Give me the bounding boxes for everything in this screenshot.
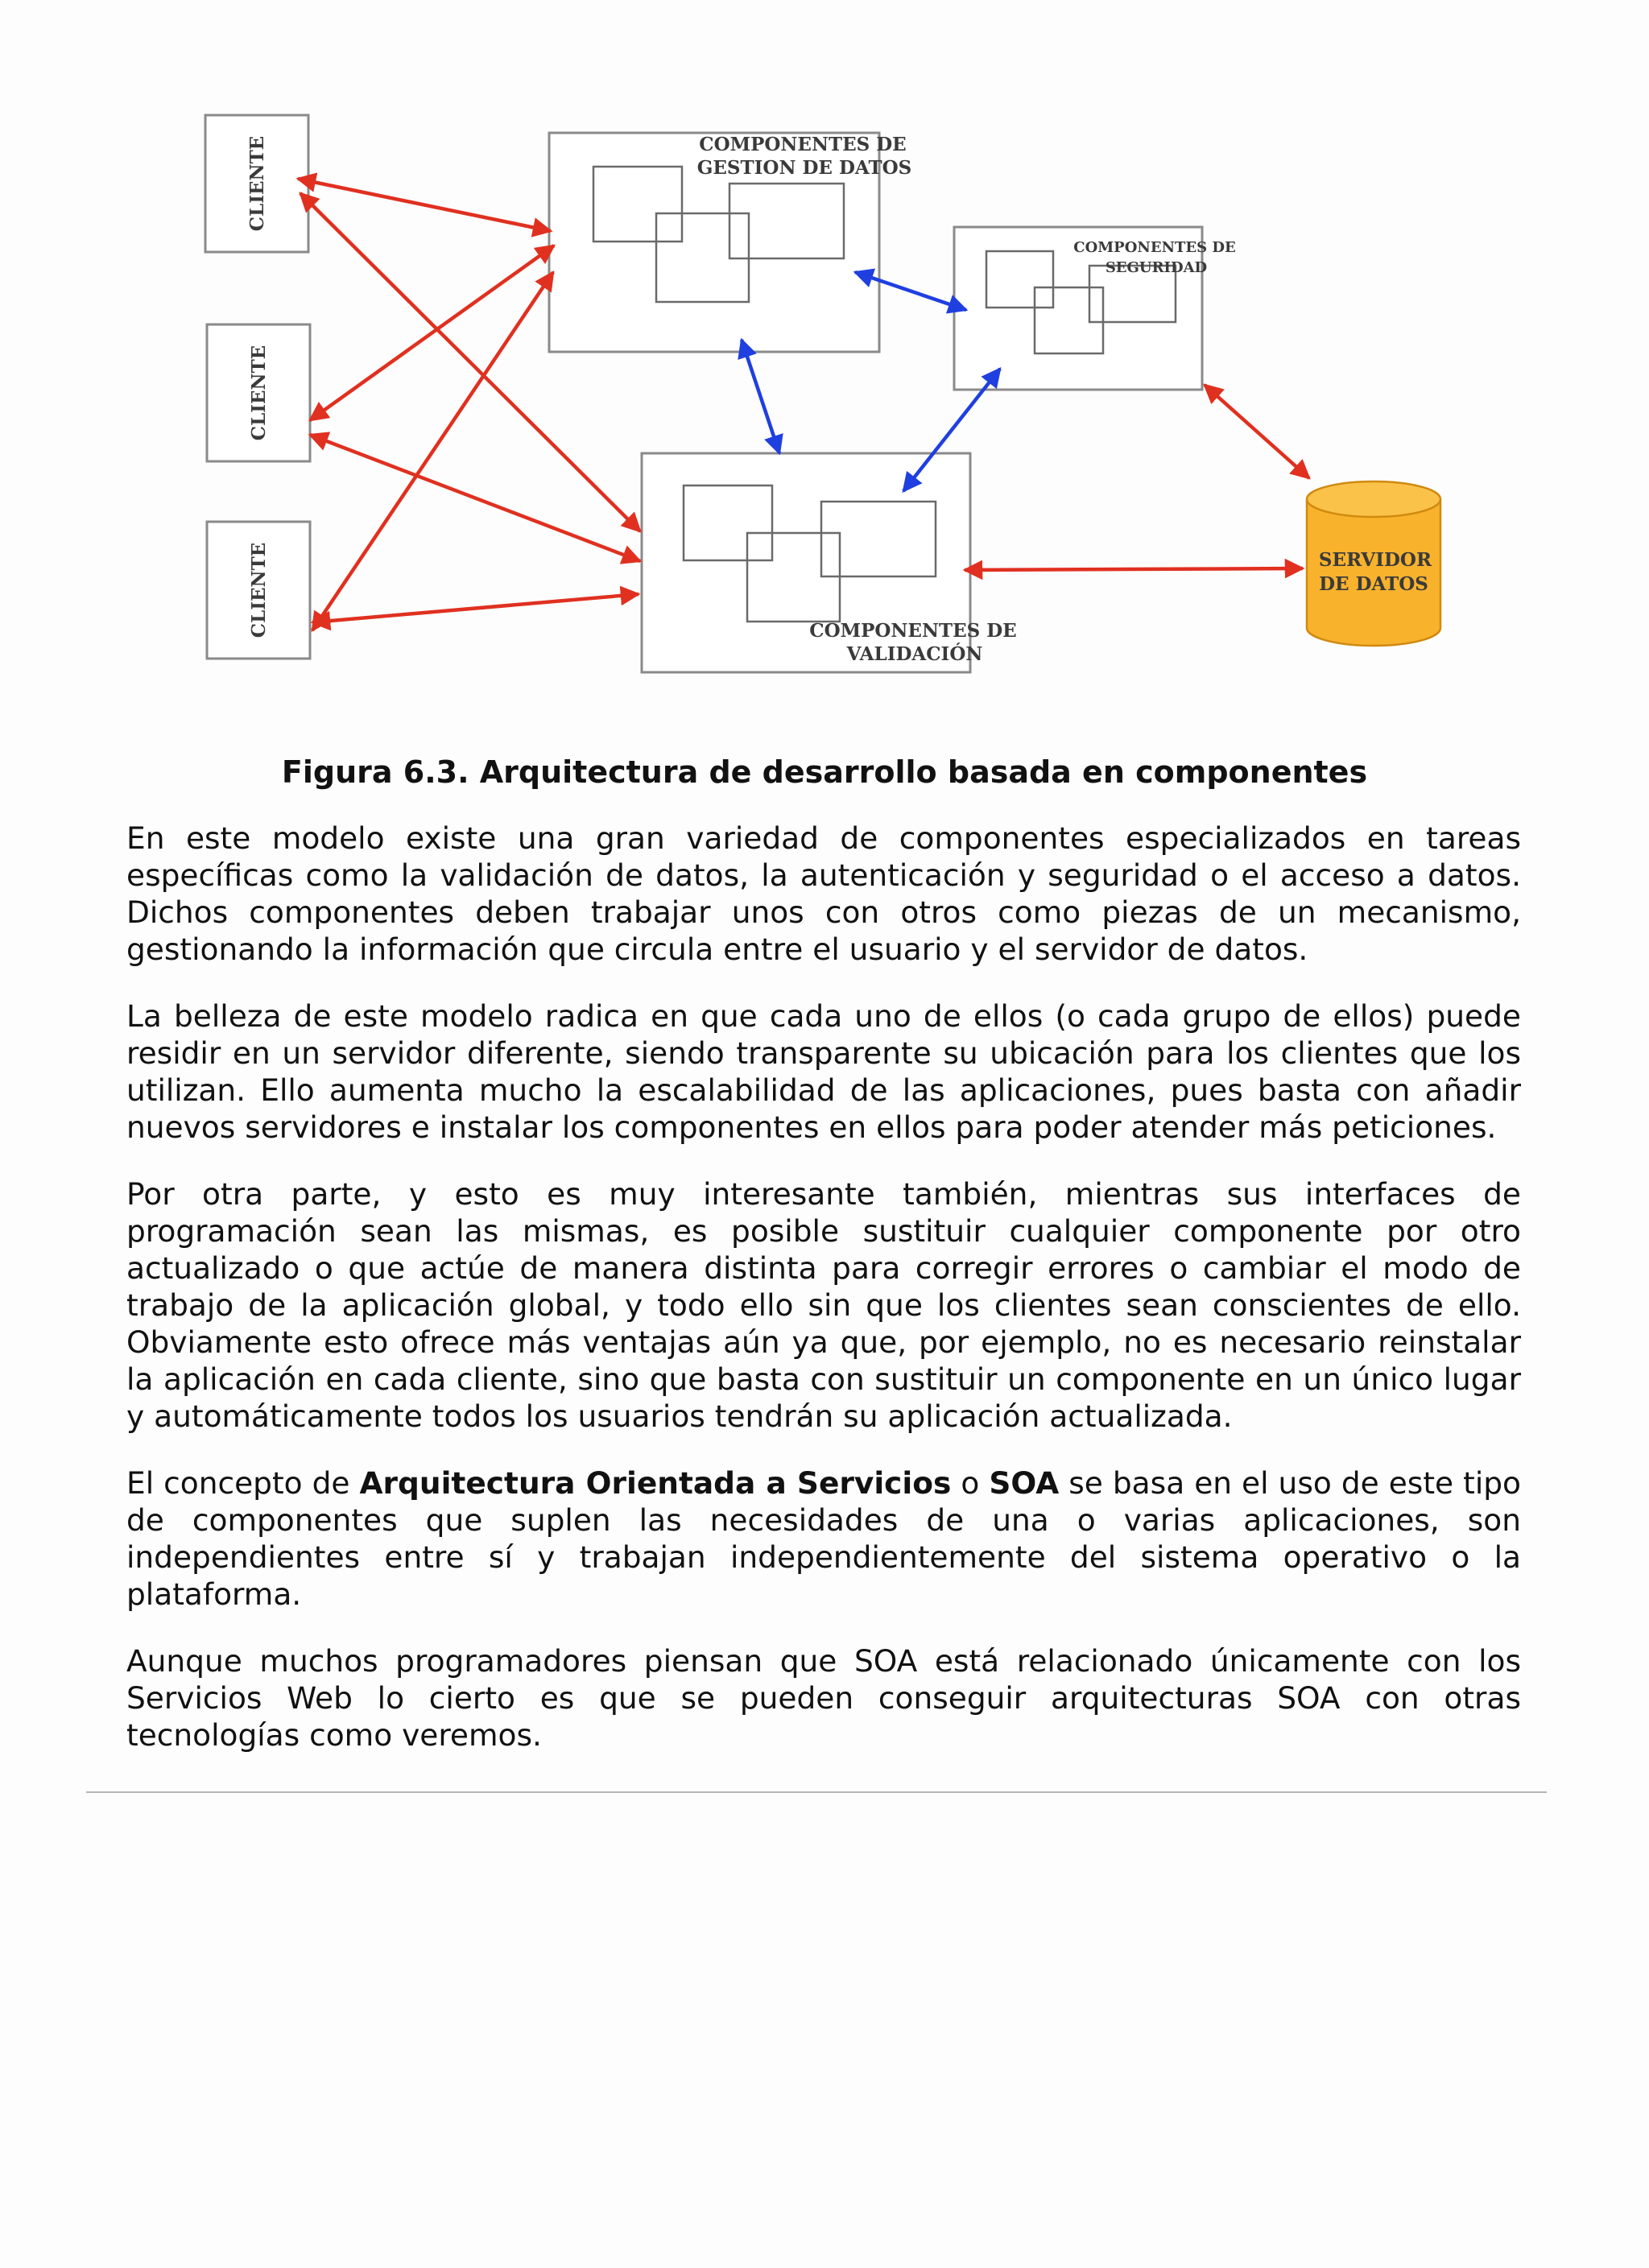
data-management-label-2: GESTION DE DATOS [696, 157, 912, 179]
arrow-data-management-validation [742, 340, 779, 453]
validation-label-2: VALIDACIÓN [846, 643, 983, 665]
paragraph-3: Por otra parte, y esto es muy interesante también, mientras sus interfaces de programación sean las mismas, es posible sustituir cualquier componente por otro actualizado o que actúe de manera distinta para corregir errores o cambiar el modo de trabajo de la aplicación global, y todo ello sin que los clientes sean conscientes de ello. Obviamente esto ofrece más ventajas aún ya que, por ejemplo, no es necesario reinstalar la aplicación en cada cliente, sino que basta con sustituir un componente en un único lugar y automáticamente todos los usuarios tendrán su aplicación actualizada. [126, 1176, 1521, 1434]
data-server-label-2: DE DATOS [1319, 573, 1428, 595]
arrow-client3-validation [312, 594, 639, 622]
paragraph-4 [126, 1464, 1521, 1613]
soa-term-acronym: SOA [989, 1465, 1060, 1501]
paragraph-4-text-1: El concepto de [126, 1465, 360, 1501]
client-label-2: CLIENTE [248, 345, 270, 441]
validation-label-1: COMPONENTES DE [809, 620, 1017, 642]
client-box-3 [207, 522, 310, 659]
validation-components [642, 453, 1017, 672]
client-label-1: CLIENTE [246, 135, 268, 232]
data-server-label-1: SERVIDOR [1318, 549, 1432, 571]
paragraph-4-text-2: o [951, 1465, 990, 1501]
paragraph-4-text-3: se basa en el uso de este tipo de componentes que suplen las necesidades de una o varias aplicaciones, son independientes entre sí y trabajan independientemente del sistema operativo o la plataforma. [126, 1465, 1521, 1612]
data-management-components [549, 133, 911, 352]
client-label-3: CLIENTE [248, 542, 270, 638]
architecture-diagram [0, 0, 1649, 708]
paragraph-5: Aunque muchos programadores piensan que SOA está relacionado únicamente con los Servicios Web lo cierto es que se pueden conseguir arquitecturas SOA con otras tecnologías como veremos. [126, 1643, 1521, 1753]
security-label-1: COMPONENTES DE [1073, 239, 1236, 256]
soa-term-full: Arquitectura Orientada a Servicios [359, 1465, 952, 1501]
horizontal-rule [86, 1791, 1547, 1793]
paragraph-1: En este modelo existe una gran variedad de componentes especializados en tareas específicas como la validación de datos, la autenticación y seguridad o el acceso a datos. Dichos componentes deben trabajar unos con otros como piezas de un mecanismo, gestionando la información que circula entre el usuario y el servidor de datos. [126, 820, 1521, 967]
arrow-security-server [1205, 385, 1309, 478]
client-box-2 [207, 324, 310, 461]
arrow-client1-data-management [298, 179, 551, 231]
paragraph-2: La belleza de este modelo radica en que cada uno de ellos (o cada grupo de ellos) puede residir en un servidor diferente, siendo transparente su ubicación para los clientes que los utilizan. Ello aumenta mucho la escalabilidad de las aplicaciones, pues basta con añadir nuevos servidores e instalar los componentes en ellos para poder atender más peticiones. [126, 998, 1521, 1145]
arrow-client2-data-management [310, 246, 554, 420]
figure-caption: Figura 6.3. Arquitectura de desarrollo basada en componentes [281, 754, 1368, 790]
arrow-client2-validation [310, 435, 640, 561]
data-management-label-1: COMPONENTES DE [699, 134, 907, 155]
client-box-1 [205, 115, 308, 252]
arrow-validation-server [965, 568, 1303, 570]
body-text [126, 820, 1521, 1783]
security-components [954, 227, 1236, 390]
data-server-cylinder [1307, 481, 1440, 646]
security-label-2: SEGURIDAD [1105, 259, 1208, 276]
